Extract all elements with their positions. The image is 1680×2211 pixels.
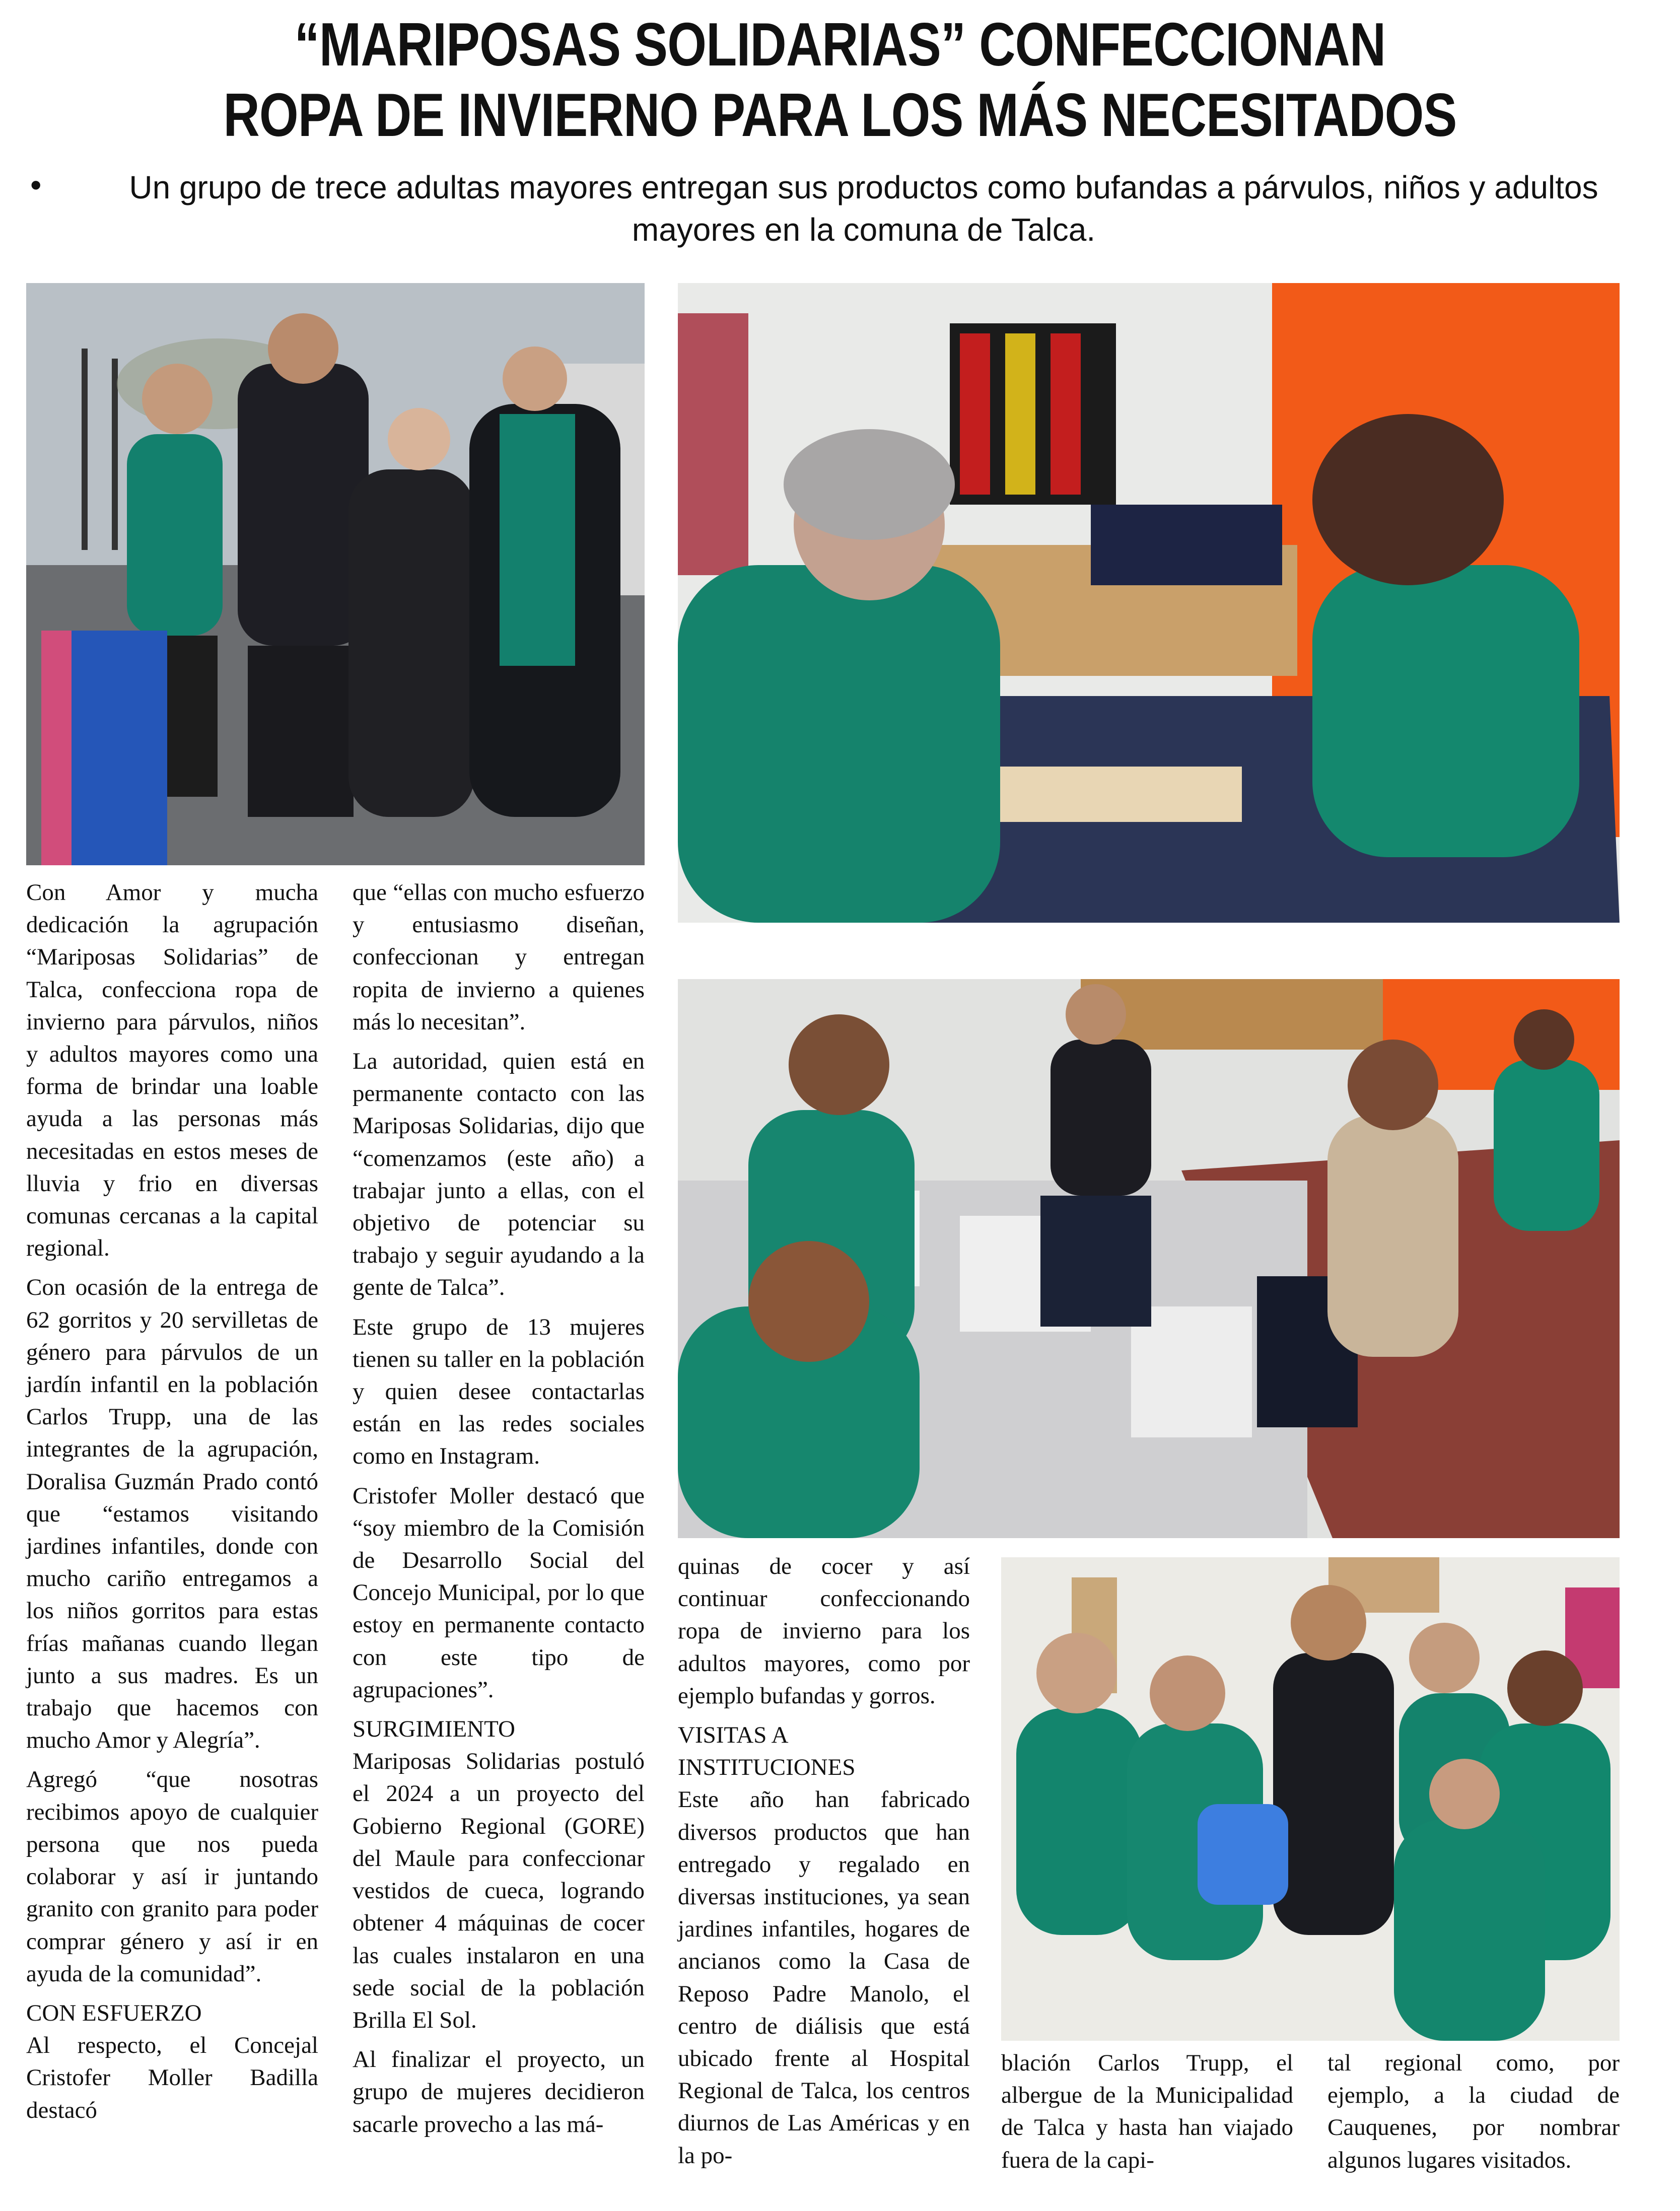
- headline-line-1: “MARIPOSAS SOLIDARIAS” CONFECCIONAN: [294, 10, 1386, 79]
- article-column-5: [1327, 2047, 1620, 2183]
- paragraph: Al finalizar el proyecto, un grupo de mujeres decidieron sacarle provecho a las má-: [353, 2046, 645, 2137]
- article-column-3: [678, 1550, 970, 2179]
- subheading-con-esfuerzo: CON ESFUERZO: [26, 1999, 202, 2026]
- deck-subtitle: Un grupo de trece adultas mayores entregan sus productos como bufandas a párvulos, niños y adultos mayores en la comuna de Talca.: [129, 169, 1598, 248]
- paragraph: Mariposas Solidarias postuló el 2024 a un proyecto del Gobierno Regional (GORE) del Maule para confeccionar vestidos de cueca, logrando obtener 4 máquinas de cocer las cuales instalaron en una sede social de la población Brilla El Sol.: [353, 1748, 645, 2033]
- photo-group-indoors: [1001, 1557, 1620, 2041]
- article-column-1: [26, 876, 318, 2133]
- paragraph: tal regional como, por ejemplo, a la ciudad de Cauquenes, por nombrar algunos lugares visitados.: [1327, 2050, 1620, 2173]
- paragraph: Cristofer Moller destacó que “soy miembro de la Comisión de Desarrollo Social del Concejo Municipal, por lo que estoy en permanente contacto con este tipo de agrupaciones”.: [353, 1482, 645, 1703]
- paragraph: Con ocasión de la entrega de 62 gorritos y 20 servilletas de género para párvulos de un jardín infantil en la población Carlos Trupp, una de las integrantes de la agrupación, Doralisa Guzmán Prado contó que “estamos visitando jardines infantiles, donde con mucho cariño entregamos a los niños gorritos para estas frías mañanas cuando llegan junto a sus madres. Es un trabajo que hacemos con mucho Amor y Alegría”.: [26, 1274, 318, 1754]
- photo-cutting-table: [678, 283, 1620, 923]
- subheading-surgimiento: SURGIMIENTO: [353, 1716, 515, 1743]
- paragraph: Agregó “que nosotras recibimos apoyo de cualquier persona que nos pueda colaborar y así ir juntando granito con granito para poder comprar género y así ir en ayuda de la comunidad”.: [26, 1766, 318, 1987]
- photo-group-outdoors: [26, 283, 645, 865]
- paragraph: Con Amor y mucha dedicación la agrupación “Mariposas Solidarias” de Talca, confecciona ropa de invierno para párvulos, niños y adultos mayores como una forma de brindar una loable ayuda a las personas más necesitadas en estos meses de lluvia y frio en diversas comunas cercanas a la capital regional.: [26, 879, 318, 1262]
- headline: [151, 9, 1529, 150]
- paragraph: La autoridad, quien está en permanente contacto con las Mariposas Solidarias, dijo que “comenzamos (este año) a trabajar junto a ellas, con el objetivo de potenciar su trabajo y seguir ayudando a la gente de Talca”.: [353, 1048, 645, 1301]
- paragraph: Este grupo de 13 mujeres tienen su taller en la población y quien desee contactarlas están en las redes sociales como en Instagram.: [353, 1314, 645, 1470]
- headline-line-2: ROPA DE INVIERNO PARA LOS MÁS NECESITADOS: [223, 81, 1457, 149]
- paragraph: Este año han fabricado diversos productos que han entregado y regalado en diversas instituciones, ya sean jardines infantiles, hogares de ancianos como la Casa de Reposo Padre Manolo, el centro de diálisis que está ubicado frente al Hospital Regional de Talca, los centros diurnos de Las Américas y en la po-: [678, 1786, 970, 2169]
- paragraph: blación Carlos Trupp, el albergue de la Municipalidad de Talca y hasta han viajado fuera de la capi-: [1001, 2050, 1293, 2173]
- paragraph: quinas de cocer y así continuar confeccionando ropa de invierno para los adultos mayores, como por ejemplo bufandas y gorros.: [678, 1553, 970, 1709]
- subheading-visitas: VISITAS A INSTITUCIONES: [678, 1722, 856, 1781]
- photo-sewing-workshop: [678, 979, 1620, 1538]
- deck-bullet: •: [30, 167, 42, 203]
- article-column-2: [353, 876, 645, 2148]
- article-column-4: [1001, 2047, 1293, 2183]
- paragraph: que “ellas con mucho esfuerzo y entusiasmo diseñan, confeccionan y entregan ropita de invierno a quienes más lo necesitan”.: [353, 879, 645, 1035]
- paragraph: Al respecto, el Concejal Cristofer Moller Badilla destacó: [26, 2032, 318, 2123]
